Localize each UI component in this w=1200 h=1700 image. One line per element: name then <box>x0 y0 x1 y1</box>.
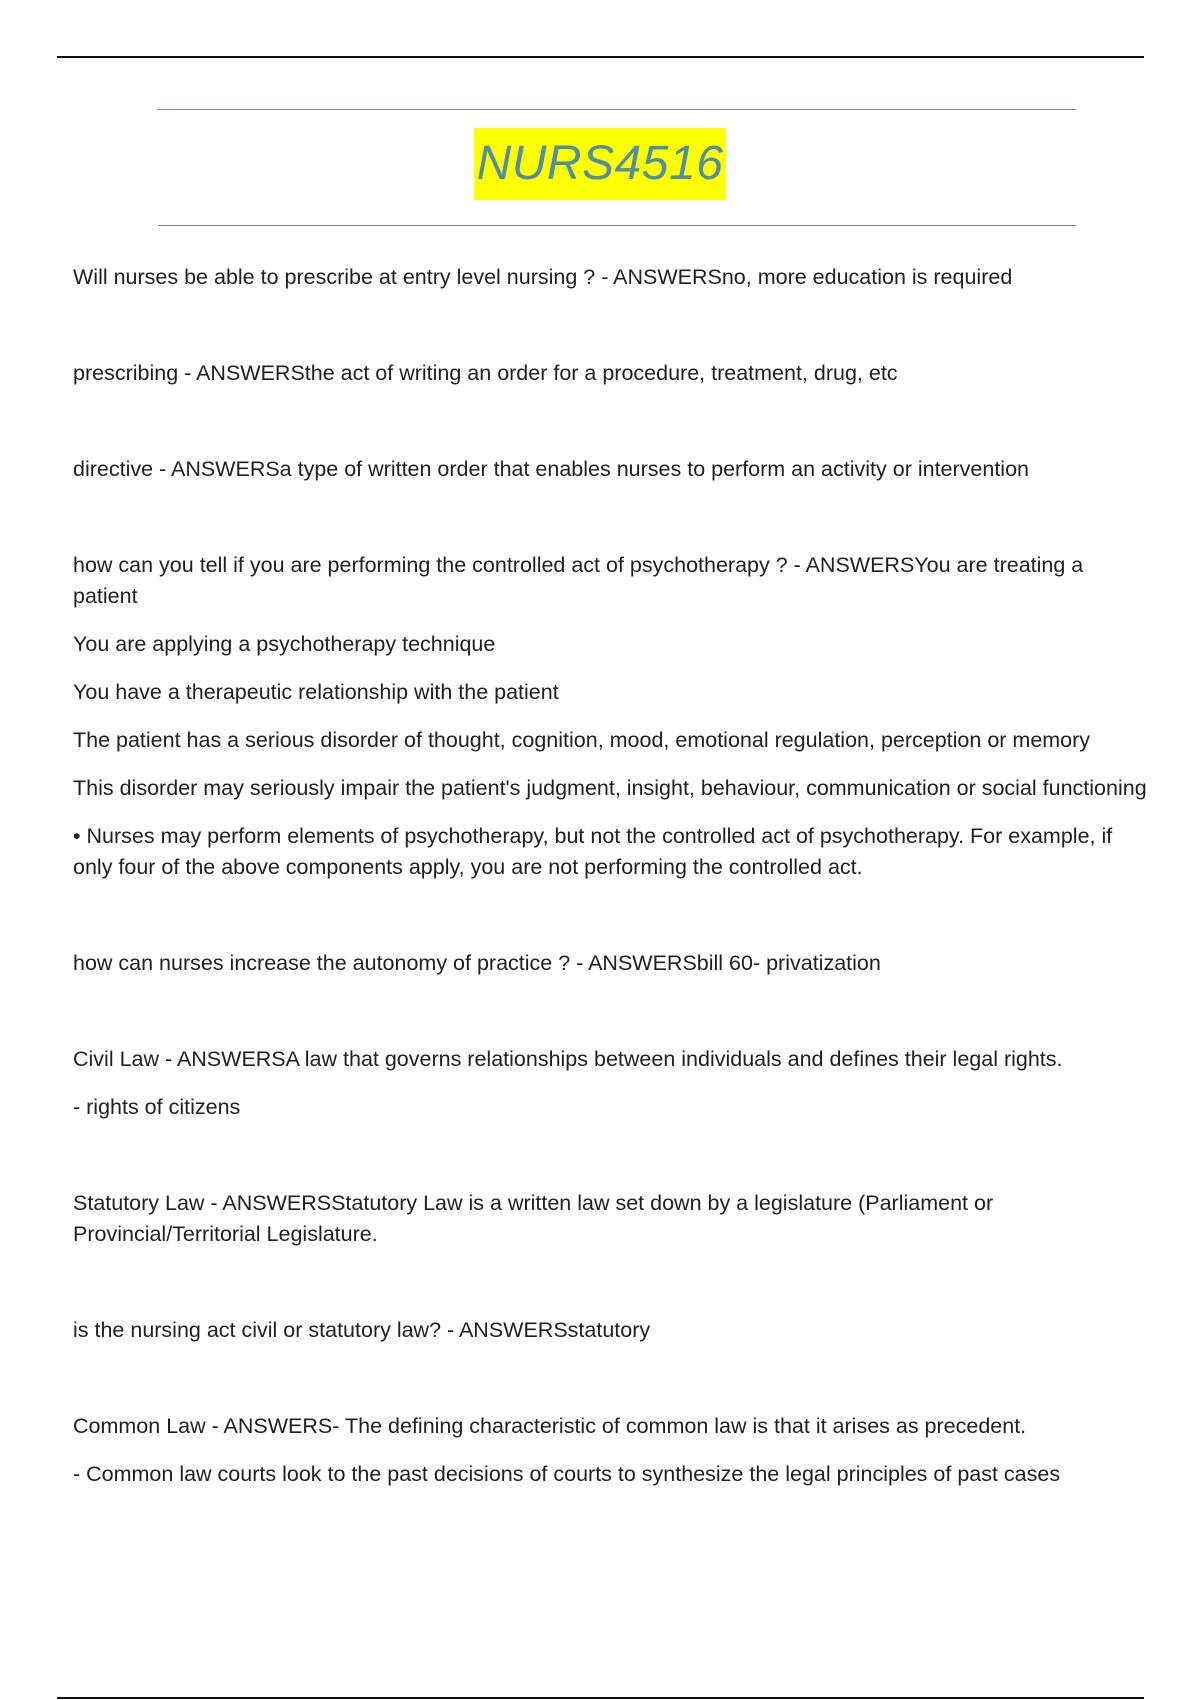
qa-entry-line: This disorder may seriously impair the patient's judgment, insight, behaviour, communication or social functioning <box>73 776 1147 800</box>
document-body <box>73 262 1148 1490</box>
qa-entry: Common Law - ANSWERS- The defining characteristic of common law is that it arises as precedent. <box>73 1414 1027 1438</box>
qa-entry: Civil Law - ANSWERSA law that governs relationships between individuals and defines their legal rights. <box>73 1047 1063 1071</box>
title-block <box>0 128 1200 200</box>
qa-entry: how can nurses increase the autonomy of practice ? - ANSWERSbill 60- privatization <box>73 951 881 975</box>
qa-entry-line: - rights of citizens <box>73 1095 241 1119</box>
title-bottom-rule <box>158 225 1076 226</box>
qa-entry-line: You are applying a psychotherapy technique <box>73 632 496 656</box>
qa-entry: is the nursing act civil or statutory law? - ANSWERSstatutory <box>73 1318 651 1342</box>
qa-entry: how can you tell if you are performing the controlled act of psychotherapy ? - ANSWERSYou are treating a patient <box>73 553 1084 608</box>
document-title: NURS4516 <box>474 128 727 200</box>
qa-entry: prescribing - ANSWERSthe act of writing an order for a procedure, treatment, drug, etc <box>73 361 898 385</box>
qa-entry: directive - ANSWERSa type of written order that enables nurses to perform an activity or intervention <box>73 457 1029 481</box>
qa-entry: Statutory Law - ANSWERSStatutory Law is a written law set down by a legislature (Parliament or Provincial/Territorial Legislature. <box>73 1191 994 1246</box>
page-top-rule <box>57 56 1144 58</box>
qa-entry-line: The patient has a serious disorder of thought, cognition, mood, emotional regulation, perception or memory <box>73 728 1091 752</box>
qa-entry-bullet: • Nurses may perform elements of psychotherapy, but not the controlled act of psychotherapy. For example, if only four of the above components apply, you are not performing the controlled act. <box>73 824 1113 879</box>
title-top-rule <box>158 109 1076 110</box>
qa-entry-line: - Common law courts look to the past decisions of courts to synthesize the legal principles of past cases <box>73 1462 1061 1486</box>
qa-entry-line: You have a therapeutic relationship with the patient <box>73 680 559 704</box>
page-bottom-rule <box>57 1697 1144 1699</box>
qa-entry: Will nurses be able to prescribe at entry level nursing ? - ANSWERSno, more education is required <box>73 265 1013 289</box>
